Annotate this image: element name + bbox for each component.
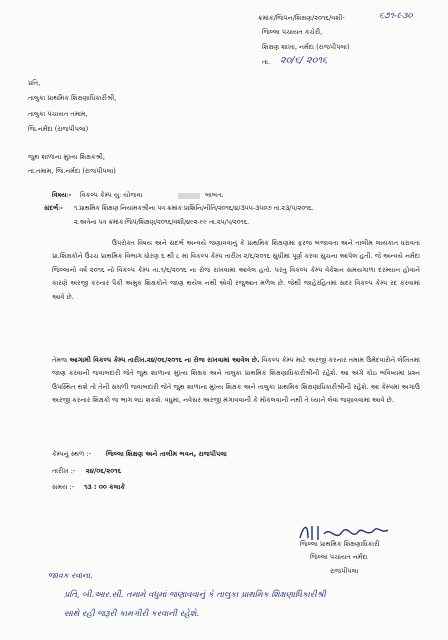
reference-number: ક્રમાંક/જિપંન/શિક્ષણ/૨૦૧૬/વશી- (258, 14, 345, 22)
jawak-note: જાવક રવાના. (48, 571, 93, 580)
cc-line1: જુથ શાળાના મુખ્ય શિક્ષકશ્રી, (28, 153, 105, 161)
recipient-line1: તાલુકા પ્રાથમિક શિક્ષણાધિકારીશ્રી, (28, 94, 117, 102)
recipient-line2: તાલુકા પંચાયત તમામ, (28, 110, 88, 118)
recipient-prati: પ્રતિ, (28, 79, 41, 87)
camp-time-value: ૧૩ : ૦૦ કલાકે (84, 483, 125, 491)
office-address-line2: શિક્ષણ શાખા, નર્મદા (રાજપીપલા) (262, 43, 350, 51)
body-paragraph-1: ઉપરોક્ત વિષય અને સંદર્ભ અન્વયે જણાવવાનું કે પ્રાથમિક શિક્ષણમાં ફરજ બજાવતા અને તાલીમ લાયકાત ધરાવતા પ્રા.શિક્ષકોને ઉચ્ચ પ્રાથમિક વિભાગ ધોરણ ૬ થી ૮ માં વિકલ્પ કેમ્પ તારીખ ૨/૬/૨૦૧૬ સુધીમાં પૂર્ણ કરવા સુચના આપેલ હતી. જે અન્વયે નર્મદા જિલ્લાનો વર્ષ ૨૦૧૬ નો વિકલ્પ કેમ્પ તા.૧/૬/૨૦૧૬ ના રોજ રાખવામાં આવેલ હતો. પરંતુ વિકલ્પ કેમ્પ વેકેશન સમયગાળા દરમ્યાન હોવાને કારણે અરજી કરનાર પૈકી અમુક શિક્ષકોને જાણ થયેલ નથી એવી રજુઆત મળેલ છે. જેથી જાહેરહિતમાં સદર વિકલ્પ કેમ્પ રદ કરવામાં આવે છે. (52, 239, 420, 301)
para2-rest: વિકલ્પ કેમ્પ માટે અરજી કરનાર તમામ ઉમેદવારોને લેખિતમાં જાણ કરવાની જવાબદારી જેતે જુથ શાળાના મુખ્ય શિક્ષક અને તાલુકા પ્રાથમિક શિક્ષણાધિકારીશ્રીની રહેશે. આ અંગે કોઇ ભવિષ્યમાં પ્રશ્ન ઉપસ્થિત થશે તો તેની સઘળી જવાબદારી જેતે જુથ શાળાના મુખ્ય શિક્ષક અને તાલુકા પ્રાથમિક શિક્ષણાધિકારીશ્રીની રહેશે. આ કેમ્પમાં અગાઉ અરજી કરનાર શિક્ષકો જ ભાગ લઇ શકશે. વધુમાં, નવેસર અરજી મંગાવવાની કે મોકલવાની નથી તે ધ્યાને લેવા જણાવવામાં આવે છે. (52, 356, 420, 405)
para2-start: તેમજ (52, 356, 68, 364)
camp-time-label: સમય :- (52, 483, 75, 491)
reference-label: સંદર્ભઃ- (44, 204, 63, 212)
recipient-line3: જિ.નર્મદા (રાજપીપલા) (28, 125, 89, 133)
redacted-mark (178, 193, 200, 199)
camp-date-value: ૨૪/૦૬/૨૦૧૬ (86, 467, 122, 475)
handwritten-note-line2: સાથે રહી જરૂરી કામગીરી કરવાની રહેશે. (64, 608, 200, 618)
cc-line2: તા.તમામ, જિ.નર્મદા (રાજપીપલા) (28, 167, 116, 175)
subject-label: વિષયઃ- (52, 191, 72, 199)
signatory-office: જિલ્લા પંચાયત નર્મદા (310, 553, 368, 561)
date-prefix: તા. (262, 58, 271, 66)
office-address-line1: જિલ્લા પંચાયત કચેરી, (262, 28, 323, 36)
signatory-title: જિલ્લા પ્રાથમિક શિક્ષણાધિકારી (300, 540, 380, 548)
camp-place-label: કેમ્પનું સ્થળ :- (52, 450, 91, 458)
para2-bold-date: આગામી વિકલ્પ કેમ્પ તારીખ.૨૪/૦૬/૨૦૧૬ ના રોજ રાખવામાં આવેલ છે. (69, 356, 260, 364)
camp-date-label: તારીખ :- (52, 467, 76, 475)
signatory-place: રાજપીપલા (330, 567, 359, 575)
reference-line2: ૨.અત્રેના પત્ર ક્રમાંકઃજિપં/શિક્ષણ/૨૦૧૬/વશી/૪૯૨-૯૯ તા.૨૫/૫/૨૦૧૬. (74, 219, 250, 226)
handwritten-note-line1: પ્રતિ, બી.આર.સી. તમામે વધુમાં જણાવવાનું કે તાલુકા પ્રાથમિક શિક્ષણાધિકારીશ્રી (64, 589, 326, 599)
body-paragraph-2 (52, 354, 420, 408)
reference-line1: ૧.પ્રાથમિક શિક્ષણ નિયામકશ્રીના પત્ર ક્રમાંકઃપ્રાશિનિ/નીતિ/૨૦૧૬/૪/૩૫૫-૩૫૦૭ તા.૨૩/૫/૨૦૧૬. (74, 205, 314, 212)
subject-end: બાબત. (205, 191, 224, 199)
camp-place-value: જિલ્લા શિક્ષણ અને તાલીમ ભવન, રાજપીપલા (106, 450, 227, 458)
subject-text: વિકલ્પ કેમ્પ યુઃ યોજવા (80, 191, 143, 199)
handwritten-ref-number: ૬૭૧-૯૩૦ (379, 11, 413, 21)
handwritten-date: ૨૦/૬/ ૨૦૧૬ (280, 55, 328, 66)
